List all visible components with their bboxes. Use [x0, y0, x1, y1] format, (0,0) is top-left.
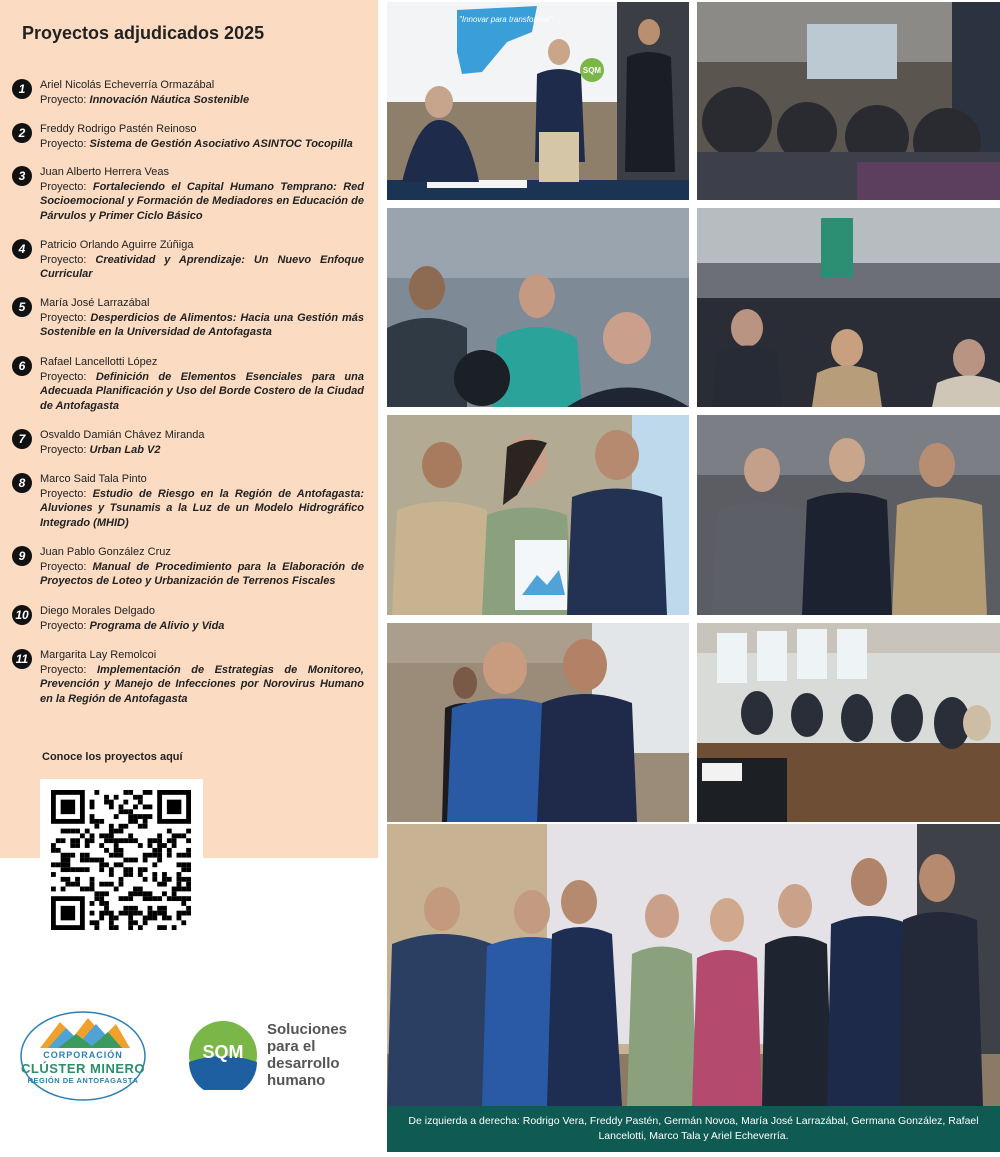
project-item	[12, 165, 364, 223]
project-item	[12, 355, 364, 413]
photo-auditorium	[697, 2, 1000, 200]
project-person: Juan Pablo González Cruz	[40, 546, 171, 558]
project-person: Freddy Rodrigo Pastén Reinoso	[40, 123, 197, 135]
project-title: Estudio de Riesgo en la Región de Antofagasta: Aluviones y Tsunamis a la Luz de un Modelo Hidrográfico Integrado (MHID)	[40, 487, 364, 529]
qr-label: Conoce los proyectos aquí	[42, 751, 183, 763]
project-label: Proyecto:	[40, 560, 87, 573]
project-number: 1	[12, 79, 32, 99]
page-title: Proyectos adjudicados 2025	[22, 23, 265, 43]
project-person: Osvaldo Damián Chávez Miranda	[40, 429, 205, 441]
sqm-tagline-line: desarrollo	[267, 1055, 340, 1072]
project-item	[12, 122, 364, 151]
sqm-logo	[188, 1020, 258, 1090]
project-title: Desperdicios de Alimentos: Hacia una Gestión más Sostenible en la Universidad de Antofagasta	[40, 311, 364, 338]
sqm-tagline-line: para el	[267, 1038, 316, 1055]
project-title: Creatividad y Aprendizaje: Un Nuevo Enfoque Curricular	[40, 253, 364, 280]
logo-line-3: REGIÓN DE ANTOFAGASTA	[27, 1076, 139, 1085]
cluster-minero-logo	[18, 1010, 148, 1102]
sqm-tagline	[267, 1021, 377, 1089]
project-label: Proyecto:	[40, 253, 87, 266]
sqm-mark: SQM	[202, 1042, 244, 1062]
project-item	[12, 648, 364, 706]
logo-line-1: CORPORACIÓN	[43, 1050, 123, 1060]
project-label: Proyecto:	[40, 311, 87, 324]
project-item	[12, 296, 364, 340]
project-label: Proyecto:	[40, 93, 87, 106]
project-label: Proyecto:	[40, 180, 87, 193]
project-item	[12, 428, 364, 457]
project-person: Juan Alberto Herrera Veas	[40, 166, 170, 178]
logo-line-2: CLÚSTER MINERO	[21, 1061, 145, 1076]
project-person: Rafael Lancellotti López	[40, 356, 158, 368]
project-title: Implementación de Estrategias de Monitoreo, Prevención y Manejo de Infecciones por Norovirus Humano en la Región de Antofagasta	[40, 663, 364, 705]
sqm-tagline-line: humano	[267, 1072, 326, 1089]
project-number: 8	[12, 473, 32, 493]
photo-front-row	[697, 415, 1000, 615]
project-number: 2	[12, 123, 32, 143]
project-title: Programa de Alivio y Vida	[89, 619, 225, 632]
projects-panel	[0, 0, 378, 858]
project-number: 6	[12, 356, 32, 376]
project-number: 9	[12, 546, 32, 566]
project-number: 7	[12, 429, 32, 449]
project-title: Sistema de Gestión Asociativo ASINTOC Tocopilla	[89, 137, 353, 150]
project-label: Proyecto:	[40, 619, 87, 632]
sqm-tagline-line: Soluciones	[267, 1021, 348, 1038]
photo-audience-2	[697, 208, 1000, 407]
photo-two-men	[387, 623, 689, 822]
project-title: Manual de Procedimiento para la Elaboración de Proyectos de Loteo y Urbanización de Terrenos Fiscales	[40, 560, 364, 587]
photo-audience-1	[387, 208, 689, 407]
screen-sqm: SQM	[582, 66, 602, 75]
project-label: Proyecto:	[40, 663, 87, 676]
project-label: Proyecto:	[40, 137, 87, 150]
photo-group	[387, 824, 1000, 1106]
qr-code-icon	[51, 790, 191, 930]
project-title: Innovación Náutica Sostenible	[89, 93, 250, 106]
project-item	[12, 238, 364, 282]
project-title: Definición de Elementos Esenciales para una Adecuada Planificación y Uso del Borde Costero de la Ciudad de Antofagasta	[40, 370, 364, 412]
photo-award-document	[387, 415, 689, 615]
project-person: Marco Said Tala Pinto	[40, 473, 147, 485]
project-title: Urban Lab V2	[89, 443, 161, 456]
project-item	[12, 604, 364, 633]
project-number: 5	[12, 297, 32, 317]
photo-signing	[387, 2, 689, 200]
project-person: Margarita Lay Remolcoi	[40, 649, 157, 661]
project-title: Fortaleciendo el Capital Humano Temprano: Red Socioemocional y Formación de Mediadores en Educación de Párvulos y Primer Ciclo Básico	[40, 180, 364, 222]
photo-caption: De izquierda a derecha: Rodrigo Vera, Freddy Pastén, Germán Novoa, María José Larrazábal, Germana González, Rafael Lancelotti, Marco Tala y Ariel Echeverría.	[387, 1106, 1000, 1152]
project-number: 10	[12, 605, 32, 625]
project-person: María José Larrazábal	[40, 297, 150, 309]
sqm-logo-icon	[188, 1020, 258, 1090]
qr-code[interactable]	[40, 779, 203, 934]
project-number: 3	[12, 166, 32, 186]
project-item	[12, 78, 364, 107]
project-label: Proyecto:	[40, 370, 87, 383]
project-label: Proyecto:	[40, 487, 87, 500]
screen-slogan: "Innovar para transformar"	[459, 15, 553, 24]
project-label: Proyecto:	[40, 443, 87, 456]
project-number: 4	[12, 239, 32, 259]
project-person: Ariel Nicolás Echeverría Ormazábal	[40, 79, 215, 91]
project-item	[12, 545, 364, 589]
project-person: Diego Morales Delgado	[40, 605, 155, 617]
photo-audience-wide	[697, 623, 1000, 822]
project-person: Patricio Orlando Aguirre Zúñiga	[40, 239, 194, 251]
project-item	[12, 472, 364, 530]
project-number: 11	[12, 649, 32, 669]
